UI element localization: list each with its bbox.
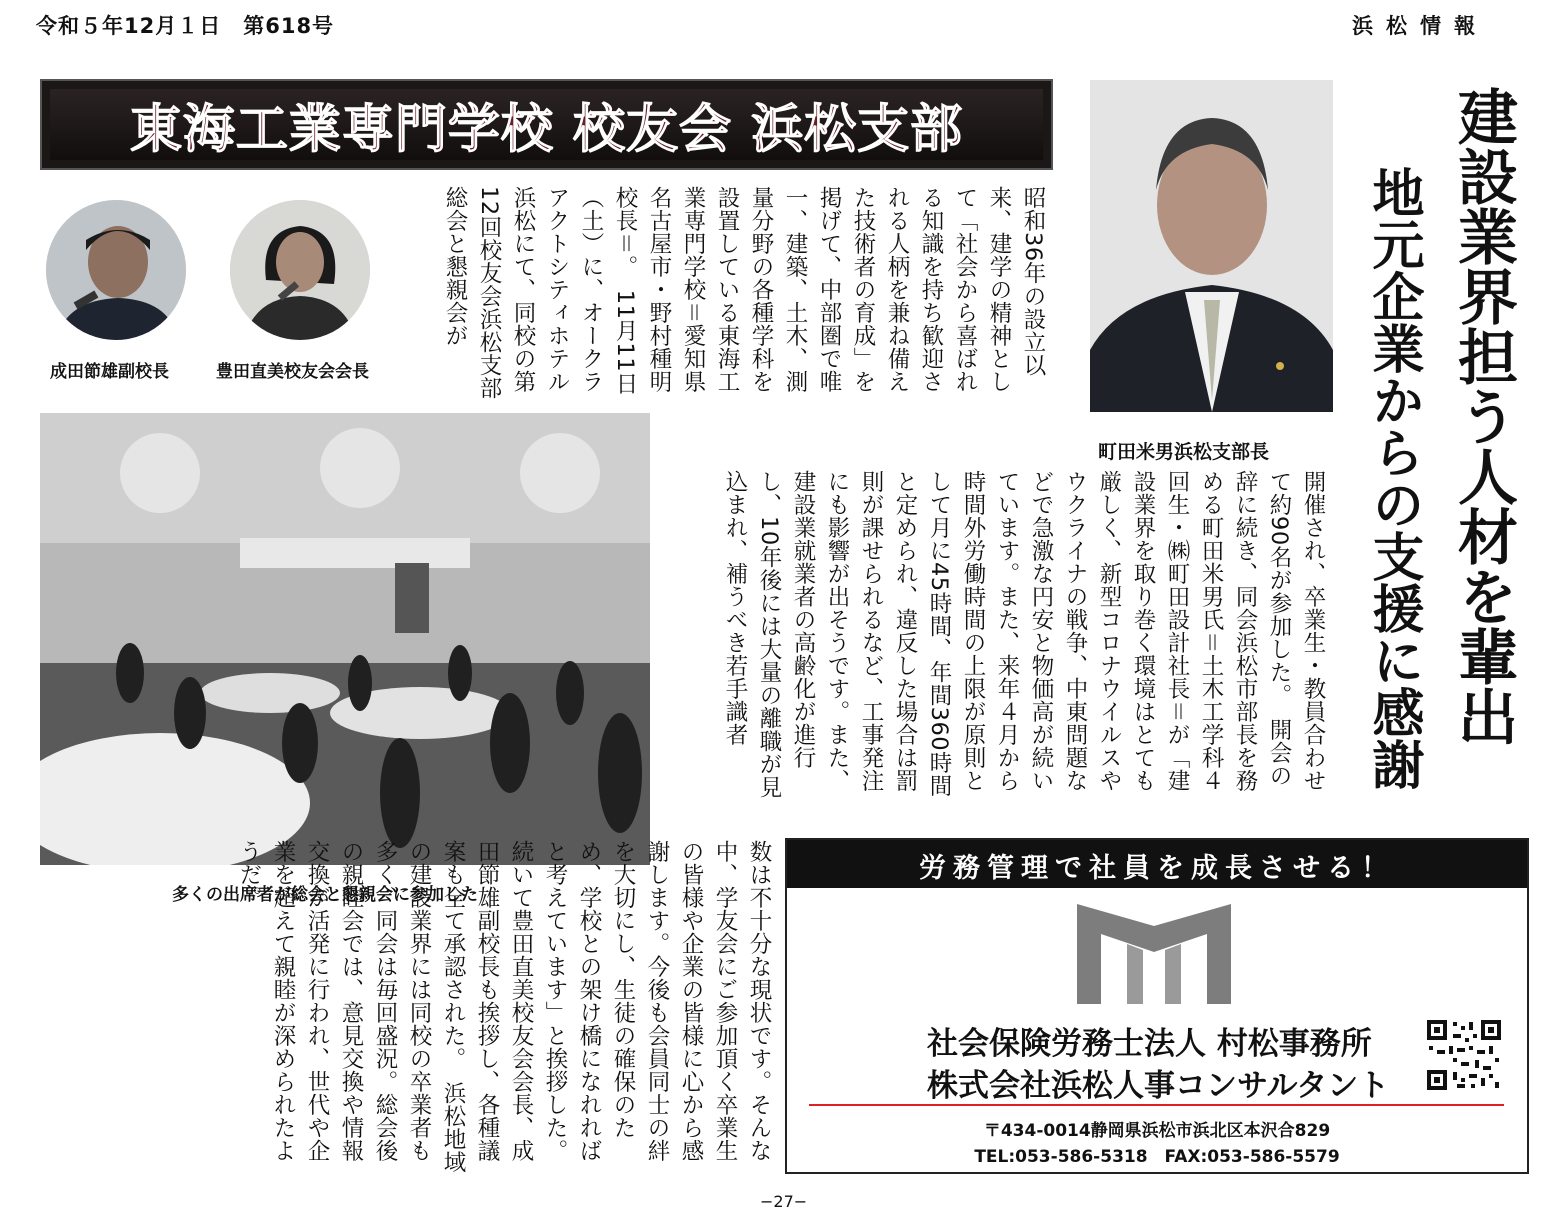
- publication-name: 浜松情報: [1352, 14, 1488, 38]
- ad-header-bar: [787, 840, 1527, 888]
- ad-phone-fax: TEL:053-586-5318 FAX:053-586-5579: [974, 1147, 1340, 1167]
- ad-address: 〒434-0014静岡県浜松市浜北区本沢合829: [983, 1121, 1331, 1141]
- caption-toyoda: 豊田直美校友会会長: [216, 362, 369, 382]
- caption-narita: 成田節雄副校長: [50, 362, 169, 382]
- portrait-narita: [46, 200, 186, 340]
- caption-machida: 町田米男浜松支部長: [1098, 441, 1270, 463]
- headline-main: 建設業界担う人材を輩出: [1448, 86, 1518, 746]
- event-photo: [40, 413, 650, 865]
- issue-header: 令和５年12月１日 第618号: [36, 14, 335, 38]
- article-title-banner: [40, 79, 1053, 170]
- ad-slogan: 労務管理で社員を成長させる！: [919, 853, 1395, 884]
- article-title: 東海工業専門学校 校友会 浜松支部: [129, 100, 964, 160]
- qr-code-icon[interactable]: [1425, 1018, 1503, 1092]
- body-column-bottom: 数は不十分な現状です。そんな中、学友会にご参加頂く卒業生の皆様や企業の皆様に心から感謝します。今後も会員同士の絆を大切にし、生徒の確保のため、学校との架け橋になれればと考えています」と挨拶した。 続いて豊田直美校友会会長、成田節雄副校長も挨拶し、各種議案も全て承認された。 浜松地域の建設業界には同校の卒業者も多く、同会は毎回盛況。総会後の親睦会では、意見交換や情報交換が活発に行われ、世代や企業を超えて親睦が深められたようだ。: [236, 840, 772, 1174]
- advertisement: [785, 838, 1529, 1174]
- company-logo: [1077, 904, 1231, 1004]
- portrait-machida: [1090, 80, 1333, 412]
- ad-company-name-2: 株式会社浜松人事コンサルタント: [927, 1068, 1390, 1104]
- caption-event-photo: 多くの出席者が総会と懇親会に参加した: [172, 885, 478, 905]
- portrait-toyoda: [230, 200, 370, 340]
- page-number: −27−: [760, 1192, 808, 1211]
- body-column-top-right: 開催され、卒業生・教員合わせて約90名が参加した。 開会の辞に続き、同会浜松市部長を務める町田米男氏＝土木工学科４回生・㈱町田設計社長＝が「建設業界を取り巻く環境はとても厳しく、新型コロナウイルスやウクライナの戦争、中東問題などで急激な円安と物価高が続いています。また、来年４月から時間外労働時間の上限が原則として月に45時間、年間360時間と定められ、違反した場合は罰則が課せられるなど、工事発注にも影響が出そうです。また、建設業就業者の高齢化が進行し、10年後には大量の離職が見込まれ、補うべき若手識者: [722, 470, 1326, 799]
- ad-divider: [809, 1104, 1504, 1106]
- body-column-top-left: 昭和36年の設立以来、建学の精神として「社会から喜ばれる知識を持ち歓迎される人柄を兼ね備えた技術者の育成」を掲げて、中部圏で唯一、建築、土木、測量分野の各種学科を設置している東海工業専門学校＝愛知県名古屋市・野村種明校長＝。 11月11日（土）に、オークラアクトシティホテル浜松にて、同校の第12回校友会浜松支部総会と懇親会が: [442, 186, 1046, 400]
- headline-sub: 地元企業からの支援に感謝: [1363, 166, 1424, 790]
- ad-company-name-1: 社会保険労務士法人 村松事務所: [927, 1026, 1372, 1062]
